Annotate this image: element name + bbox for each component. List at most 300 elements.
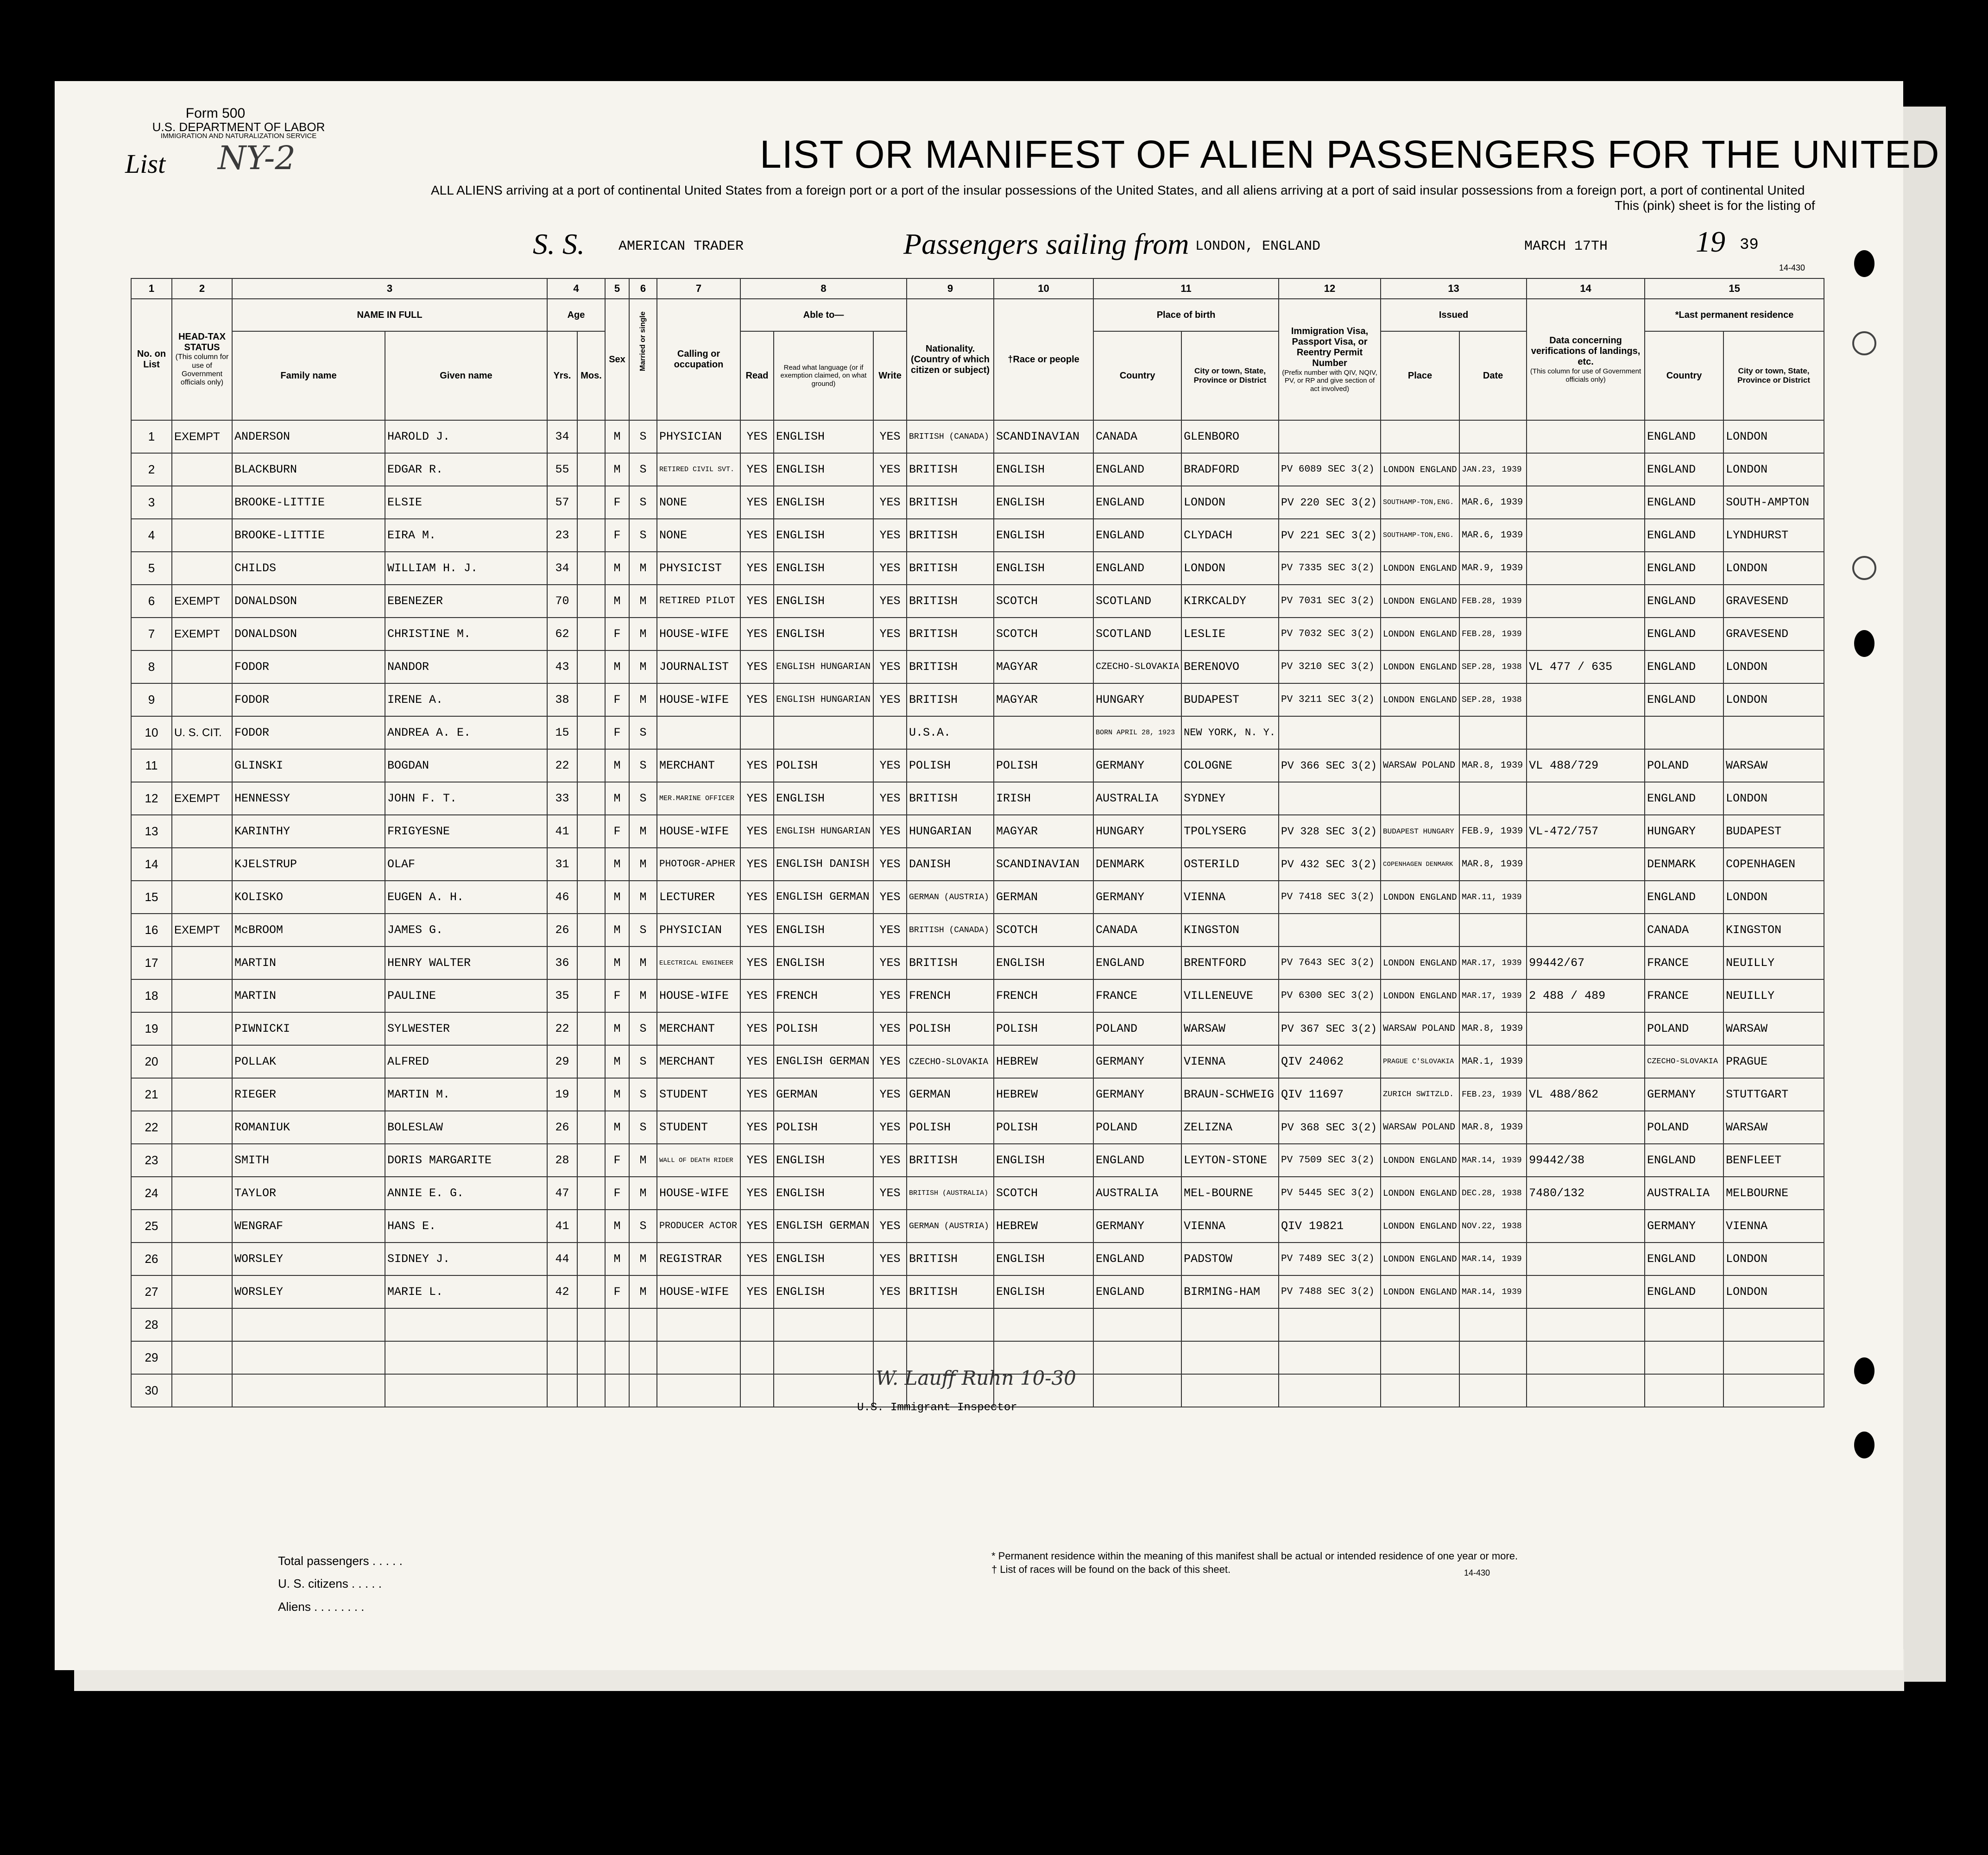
age-months	[577, 979, 605, 1012]
can-write: YES	[873, 519, 907, 552]
age-years: 26	[547, 1111, 577, 1144]
can-write: YES	[873, 946, 907, 979]
residence-city	[1723, 1374, 1824, 1407]
given-name: OLAF	[385, 848, 547, 881]
column-number: 12	[1279, 278, 1381, 299]
birth-city: NEW YORK, N. Y.	[1181, 716, 1279, 749]
age-months	[577, 1012, 605, 1045]
header-nationality: Nationality. (Country of which citizen or subject)	[907, 299, 994, 420]
residence-country: ENGLAND	[1645, 552, 1723, 585]
marital-status: S	[629, 1078, 657, 1111]
can-read: YES	[740, 486, 774, 519]
occupation: PHYSICIST	[657, 552, 740, 585]
occupation: HOUSE-WIFE	[657, 815, 740, 848]
issued-place: LONDON ENGLAND	[1381, 1275, 1459, 1308]
table-row	[131, 1012, 1824, 1045]
issued-date: MAR.8, 1939	[1459, 1111, 1527, 1144]
can-write: YES	[873, 1177, 907, 1210]
header-read: Read	[740, 331, 774, 420]
header-last-residence: *Last permanent residence	[1645, 299, 1824, 331]
residence-city: WARSAW	[1723, 1111, 1824, 1144]
race: HEBREW	[994, 1078, 1093, 1111]
footnote-residence: * Permanent residence within the meaning of this manifest shall be actual or intended residence of one year or more.	[991, 1550, 1518, 1562]
header-issued-place: Place	[1381, 331, 1459, 420]
can-write: YES	[873, 618, 907, 650]
issued-place	[1381, 1341, 1459, 1374]
occupation	[657, 1308, 740, 1341]
marital-status: M	[629, 552, 657, 585]
age-years: 57	[547, 486, 577, 519]
family-name	[232, 1308, 385, 1341]
birth-country: ENGLAND	[1093, 453, 1181, 486]
footnote-races: † List of races will be found on the back of this sheet.	[991, 1563, 1231, 1575]
marital-status: S	[629, 914, 657, 946]
table-row	[131, 782, 1824, 815]
list-label: List	[125, 149, 166, 179]
nationality: BRITISH	[907, 486, 994, 519]
verification-data	[1527, 585, 1645, 618]
age-years: 26	[547, 914, 577, 946]
given-name: DORIS MARGARITE	[385, 1144, 547, 1177]
birth-city: GLENBORO	[1181, 420, 1279, 453]
can-read	[740, 1374, 774, 1407]
occupation: HOUSE-WIFE	[657, 1177, 740, 1210]
can-write: YES	[873, 782, 907, 815]
column-number: 7	[657, 278, 740, 299]
head-tax-status: U. S. CIT.	[172, 716, 232, 749]
marital-status: S	[629, 453, 657, 486]
verification-data: VL 488/862	[1527, 1078, 1645, 1111]
read-language: ENGLISH HUNGARIAN	[774, 683, 873, 716]
birth-city: KIRKCALDY	[1181, 585, 1279, 618]
sex: M	[605, 1012, 629, 1045]
issued-place: LONDON ENGLAND	[1381, 585, 1459, 618]
can-read: YES	[740, 914, 774, 946]
issued-place	[1381, 1374, 1459, 1407]
residence-city: LONDON	[1723, 1243, 1824, 1275]
can-read: YES	[740, 782, 774, 815]
verification-data	[1527, 1308, 1645, 1341]
birth-city: WARSAW	[1181, 1012, 1279, 1045]
birth-city: CLYDACH	[1181, 519, 1279, 552]
sex: M	[605, 881, 629, 914]
can-write: YES	[873, 420, 907, 453]
verification-data	[1527, 552, 1645, 585]
visa-number: PV 367 SEC 3(2)	[1279, 1012, 1381, 1045]
birth-city: LONDON	[1181, 486, 1279, 519]
nationality: BRITISH	[907, 519, 994, 552]
family-name: SMITH	[232, 1144, 385, 1177]
age-months	[577, 749, 605, 782]
age-years: 28	[547, 1144, 577, 1177]
residence-city: LONDON	[1723, 881, 1824, 914]
birth-city: KINGSTON	[1181, 914, 1279, 946]
manifest-table	[131, 278, 1824, 1407]
age-months	[577, 1243, 605, 1275]
passenger-number: 9	[131, 683, 172, 716]
head-tax-status: EXEMPT	[172, 585, 232, 618]
issued-date: MAR.6, 1939	[1459, 519, 1527, 552]
table-row	[131, 683, 1824, 716]
can-read: YES	[740, 519, 774, 552]
residence-country: CZECHO-SLOVAKIA	[1645, 1045, 1723, 1078]
visa-number: PV 368 SEC 3(2)	[1279, 1111, 1381, 1144]
occupation: MERCHANT	[657, 1012, 740, 1045]
age-months	[577, 848, 605, 881]
occupation: RETIRED CIVIL SVT.	[657, 453, 740, 486]
age-years: 19	[547, 1078, 577, 1111]
given-name: BOLESLAW	[385, 1111, 547, 1144]
age-months	[577, 716, 605, 749]
occupation: LECTURER	[657, 881, 740, 914]
given-name: PAULINE	[385, 979, 547, 1012]
family-name: FODOR	[232, 683, 385, 716]
nationality	[907, 1308, 994, 1341]
residence-country: ENGLAND	[1645, 782, 1723, 815]
age-months	[577, 585, 605, 618]
issued-place: LONDON ENGLAND	[1381, 881, 1459, 914]
ss-label: S. S.	[533, 227, 585, 260]
table-row	[131, 1243, 1824, 1275]
verification-data	[1527, 914, 1645, 946]
nationality: BRITISH	[907, 1243, 994, 1275]
head-tax-status	[172, 1275, 232, 1308]
header-read-language: Read what language (or if exemption claimed, on what ground)	[774, 331, 873, 420]
can-write	[873, 1308, 907, 1341]
passenger-number: 14	[131, 848, 172, 881]
marital-status: M	[629, 650, 657, 683]
can-read: YES	[740, 1275, 774, 1308]
can-write: YES	[873, 815, 907, 848]
residence-country: POLAND	[1645, 1012, 1723, 1045]
issued-place: BUDAPEST HUNGARY	[1381, 815, 1459, 848]
can-write: YES	[873, 650, 907, 683]
marital-status: M	[629, 618, 657, 650]
head-tax-status	[172, 683, 232, 716]
issued-date: MAR.8, 1939	[1459, 749, 1527, 782]
marital-status: S	[629, 486, 657, 519]
visa-number: PV 7509 SEC 3(2)	[1279, 1144, 1381, 1177]
occupation: MERCHANT	[657, 749, 740, 782]
can-write: YES	[873, 585, 907, 618]
verification-data	[1527, 1210, 1645, 1243]
issued-place: LONDON ENGLAND	[1381, 552, 1459, 585]
table-row	[131, 420, 1824, 453]
column-number: 3	[232, 278, 547, 299]
birth-city: MEL-BOURNE	[1181, 1177, 1279, 1210]
residence-city: NEUILLY	[1723, 946, 1824, 979]
can-write: YES	[873, 914, 907, 946]
issued-date: MAR.11, 1939	[1459, 881, 1527, 914]
read-language: ENGLISH	[774, 1243, 873, 1275]
visa-number: PV 366 SEC 3(2)	[1279, 749, 1381, 782]
can-write: YES	[873, 453, 907, 486]
birth-country: GERMANY	[1093, 749, 1181, 782]
total-passengers-label: Total passengers . . . . .	[278, 1554, 403, 1568]
visa-number: PV 7032 SEC 3(2)	[1279, 618, 1381, 650]
age-years: 22	[547, 749, 577, 782]
issued-date: SEP.28, 1938	[1459, 650, 1527, 683]
nationality: HUNGARIAN	[907, 815, 994, 848]
marital-status: S	[629, 420, 657, 453]
visa-number: PV 220 SEC 3(2)	[1279, 486, 1381, 519]
birth-country: ENGLAND	[1093, 1144, 1181, 1177]
issued-place: LONDON ENGLAND	[1381, 1144, 1459, 1177]
residence-city: GRAVESEND	[1723, 585, 1824, 618]
issued-place: WARSAW POLAND	[1381, 1111, 1459, 1144]
age-years: 44	[547, 1243, 577, 1275]
read-language: ENGLISH DANISH	[774, 848, 873, 881]
age-years: 34	[547, 552, 577, 585]
head-tax-status	[172, 1177, 232, 1210]
birth-city: OSTERILD	[1181, 848, 1279, 881]
birth-country: CANADA	[1093, 420, 1181, 453]
can-read: YES	[740, 1210, 774, 1243]
issued-place	[1381, 1308, 1459, 1341]
year-prefix: 19	[1696, 225, 1725, 258]
residence-city: LONDON	[1723, 650, 1824, 683]
read-language: ENGLISH HUNGARIAN	[774, 815, 873, 848]
sex: M	[605, 552, 629, 585]
age-years: 29	[547, 1045, 577, 1078]
sex: M	[605, 914, 629, 946]
table-row	[131, 585, 1824, 618]
marital-status	[629, 1341, 657, 1374]
visa-number	[1279, 1341, 1381, 1374]
given-name: FRIGYESNE	[385, 815, 547, 848]
column-number: 6	[629, 278, 657, 299]
marital-status: S	[629, 1210, 657, 1243]
birth-city: VILLENEUVE	[1181, 979, 1279, 1012]
table-row	[131, 486, 1824, 519]
family-name: ANDERSON	[232, 420, 385, 453]
nationality: GERMAN (AUSTRIA)	[907, 1210, 994, 1243]
visa-number: PV 7488 SEC 3(2)	[1279, 1275, 1381, 1308]
sex: M	[605, 1045, 629, 1078]
head-tax-status	[172, 979, 232, 1012]
race	[994, 716, 1093, 749]
sex: F	[605, 815, 629, 848]
visa-number: QIV 11697	[1279, 1078, 1381, 1111]
age-years: 35	[547, 979, 577, 1012]
issued-date: MAR.14, 1939	[1459, 1275, 1527, 1308]
read-language: ENGLISH GERMAN	[774, 1210, 873, 1243]
passenger-number: 27	[131, 1275, 172, 1308]
age-years	[547, 1308, 577, 1341]
head-tax-status	[172, 1045, 232, 1078]
residence-city: STUTTGART	[1723, 1078, 1824, 1111]
can-write: YES	[873, 1275, 907, 1308]
residence-city	[1723, 716, 1824, 749]
birth-city: ZELIZNA	[1181, 1111, 1279, 1144]
sex: M	[605, 946, 629, 979]
column-number: 14	[1527, 278, 1645, 299]
passenger-number: 7	[131, 618, 172, 650]
can-write	[873, 716, 907, 749]
race: POLISH	[994, 1111, 1093, 1144]
can-read: YES	[740, 881, 774, 914]
column-number: 8	[740, 278, 907, 299]
visa-number: QIV 19821	[1279, 1210, 1381, 1243]
occupation: RETIRED PILOT	[657, 585, 740, 618]
race: HEBREW	[994, 1210, 1093, 1243]
birth-country: AUSTRALIA	[1093, 1177, 1181, 1210]
table-row	[131, 1078, 1824, 1111]
age-months	[577, 815, 605, 848]
verification-data	[1527, 519, 1645, 552]
passenger-number: 18	[131, 979, 172, 1012]
age-months	[577, 420, 605, 453]
age-months	[577, 1078, 605, 1111]
given-name	[385, 1374, 547, 1407]
footnotes	[991, 1550, 1518, 1576]
residence-country: CANADA	[1645, 914, 1723, 946]
issued-place: PRAGUE C'SLOVAKIA	[1381, 1045, 1459, 1078]
totals-block	[278, 1550, 403, 1618]
race: ENGLISH	[994, 1275, 1093, 1308]
visa-number	[1279, 1308, 1381, 1341]
birth-country: FRANCE	[1093, 979, 1181, 1012]
verification-data	[1527, 1374, 1645, 1407]
birth-city: VIENNA	[1181, 1210, 1279, 1243]
residence-city	[1723, 1341, 1824, 1374]
family-name: WORSLEY	[232, 1243, 385, 1275]
table-row	[131, 519, 1824, 552]
race: SCOTCH	[994, 618, 1093, 650]
age-years: 15	[547, 716, 577, 749]
can-read: YES	[740, 1144, 774, 1177]
table-row	[131, 815, 1824, 848]
passenger-number: 19	[131, 1012, 172, 1045]
nationality: DANISH	[907, 848, 994, 881]
visa-number: PV 5445 SEC 3(2)	[1279, 1177, 1381, 1210]
family-name: ROMANIUK	[232, 1111, 385, 1144]
sex: F	[605, 1144, 629, 1177]
passenger-number: 8	[131, 650, 172, 683]
race: SCANDINAVIAN	[994, 848, 1093, 881]
birth-city	[1181, 1374, 1279, 1407]
header-name-in-full: NAME IN FULL	[232, 299, 547, 331]
can-read: YES	[740, 1012, 774, 1045]
birth-country: ENGLAND	[1093, 552, 1181, 585]
year-suffix: 39	[1740, 236, 1759, 254]
race: MAGYAR	[994, 815, 1093, 848]
passenger-number: 6	[131, 585, 172, 618]
birth-country	[1093, 1341, 1181, 1374]
head-tax-status	[172, 453, 232, 486]
birth-city: BERENOVO	[1181, 650, 1279, 683]
birth-city: LONDON	[1181, 552, 1279, 585]
read-language: ENGLISH	[774, 1275, 873, 1308]
issued-date	[1459, 1341, 1527, 1374]
residence-city: LONDON	[1723, 683, 1824, 716]
can-read: YES	[740, 848, 774, 881]
read-language	[774, 716, 873, 749]
sex: M	[605, 848, 629, 881]
sex: F	[605, 1177, 629, 1210]
age-months	[577, 1308, 605, 1341]
issued-date	[1459, 420, 1527, 453]
issued-place: LONDON ENGLAND	[1381, 1243, 1459, 1275]
sex: M	[605, 1210, 629, 1243]
nationality: POLISH	[907, 1111, 994, 1144]
family-name: CHILDS	[232, 552, 385, 585]
sex: M	[605, 585, 629, 618]
residence-city: LONDON	[1723, 453, 1824, 486]
nationality: BRITISH (CANADA)	[907, 914, 994, 946]
birth-country: POLAND	[1093, 1111, 1181, 1144]
visa-number: PV 7489 SEC 3(2)	[1279, 1243, 1381, 1275]
nationality: BRITISH	[907, 453, 994, 486]
family-name: MARTIN	[232, 946, 385, 979]
given-name: ALFRED	[385, 1045, 547, 1078]
can-read: YES	[740, 1078, 774, 1111]
can-read: YES	[740, 1243, 774, 1275]
form-code: 14-430	[1779, 263, 1805, 272]
sex: F	[605, 618, 629, 650]
age-months	[577, 881, 605, 914]
table-row	[131, 1177, 1824, 1210]
occupation: ELECTRICAL ENGINEER	[657, 946, 740, 979]
issued-place: LONDON ENGLAND	[1381, 453, 1459, 486]
occupation: HOUSE-WIFE	[657, 683, 740, 716]
marital-status: M	[629, 1177, 657, 1210]
header-place-of-birth: Place of birth	[1093, 299, 1279, 331]
marital-status: M	[629, 815, 657, 848]
head-tax-status: EXEMPT	[172, 618, 232, 650]
head-tax-status	[172, 1210, 232, 1243]
birth-city: BIRMING-HAM	[1181, 1275, 1279, 1308]
age-years: 33	[547, 782, 577, 815]
residence-country: GERMANY	[1645, 1210, 1723, 1243]
birth-city: PADSTOW	[1181, 1243, 1279, 1275]
issued-place: ZURICH SWITZLD.	[1381, 1078, 1459, 1111]
table-row	[131, 1275, 1824, 1308]
occupation: JOURNALIST	[657, 650, 740, 683]
header-age: Age	[547, 299, 605, 331]
header-issued-date: Date	[1459, 331, 1527, 420]
nationality: BRITISH	[907, 683, 994, 716]
head-tax-status	[172, 1078, 232, 1111]
table-row	[131, 749, 1824, 782]
given-name: MARIE L.	[385, 1275, 547, 1308]
nationality: BRITISH (CANADA)	[907, 420, 994, 453]
read-language: ENGLISH HUNGARIAN	[774, 650, 873, 683]
residence-country: ENGLAND	[1645, 881, 1723, 914]
birth-country: GERMANY	[1093, 1078, 1181, 1111]
race: POLISH	[994, 749, 1093, 782]
residence-country: POLAND	[1645, 749, 1723, 782]
age-years: 47	[547, 1177, 577, 1210]
age-years: 62	[547, 618, 577, 650]
visa-number: PV 7418 SEC 3(2)	[1279, 881, 1381, 914]
family-name	[232, 1374, 385, 1407]
verification-data	[1527, 1243, 1645, 1275]
residence-city: LONDON	[1723, 552, 1824, 585]
can-read: YES	[740, 453, 774, 486]
residence-city: BUDAPEST	[1723, 815, 1824, 848]
marital-status: S	[629, 519, 657, 552]
birth-country	[1093, 1374, 1181, 1407]
verification-data	[1527, 420, 1645, 453]
passenger-number: 13	[131, 815, 172, 848]
column-number-row	[131, 278, 1824, 299]
issued-date: FEB.28, 1939	[1459, 585, 1527, 618]
read-language: FRENCH	[774, 979, 873, 1012]
read-language: ENGLISH	[774, 552, 873, 585]
age-months	[577, 618, 605, 650]
issued-date: MAR.6, 1939	[1459, 486, 1527, 519]
